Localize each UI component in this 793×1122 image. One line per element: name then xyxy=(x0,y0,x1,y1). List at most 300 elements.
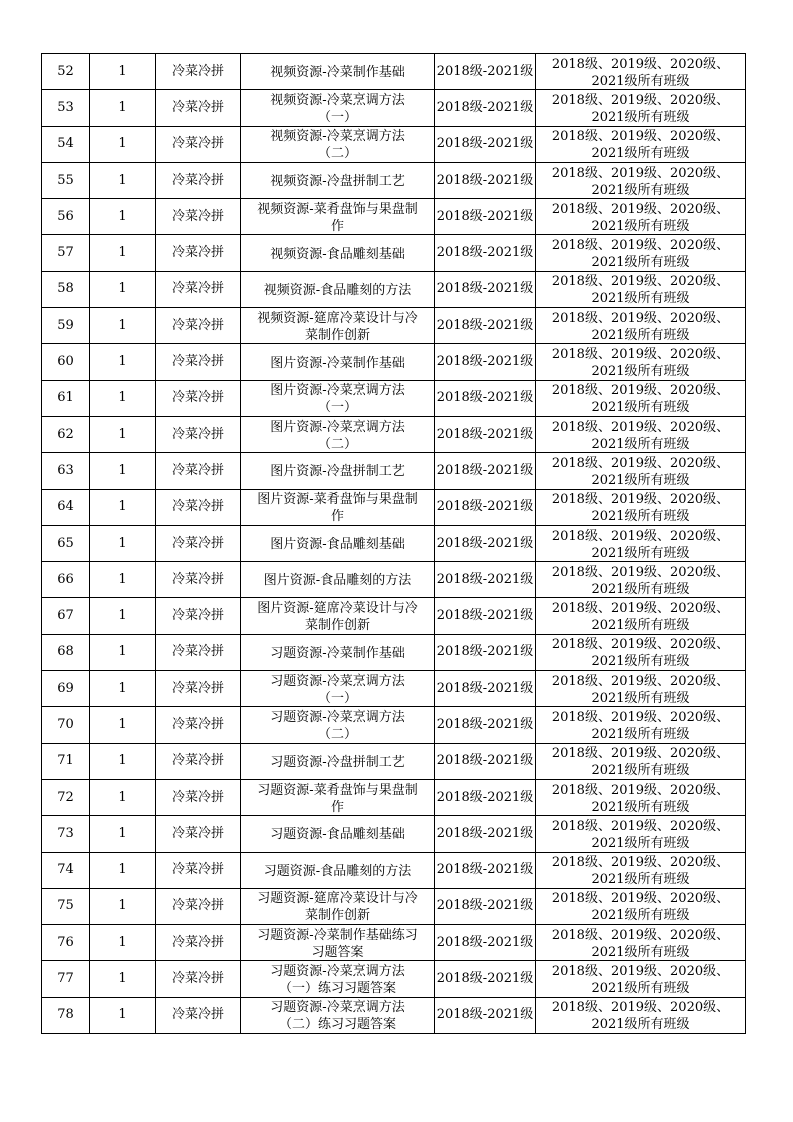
target-classes-cell xyxy=(536,925,746,961)
course-name-cell: 冷菜冷拼 xyxy=(156,199,241,235)
resource-name-cell xyxy=(241,90,435,126)
target-classes-line: 2021级所有班级 xyxy=(591,1017,690,1033)
resource-name-text xyxy=(252,826,424,843)
target-classes-line: 2018级、2019级、2020级、 xyxy=(551,56,730,72)
row-number-cell: 63 xyxy=(42,453,90,489)
row-number-cell: 59 xyxy=(42,308,90,344)
grade-range-cell: 2018级-2021级 xyxy=(435,707,536,743)
table-row xyxy=(42,344,746,380)
table-row xyxy=(42,925,746,961)
row-number-cell: 68 xyxy=(42,634,90,670)
resource-name-text xyxy=(252,128,424,162)
resource-name-line: 视频资源-冷菜烹调方法 xyxy=(270,129,405,145)
target-classes-line: 2021级所有班级 xyxy=(591,182,690,198)
row-number-cell: 61 xyxy=(42,380,90,416)
course-name-cell: 冷菜冷拼 xyxy=(156,888,241,924)
target-classes-cell xyxy=(536,852,746,888)
table-row xyxy=(42,961,746,997)
quantity-cell: 1 xyxy=(90,126,156,162)
resource-name-cell xyxy=(241,271,435,307)
resource-name-line: 图片资源-冷菜烹调方法 xyxy=(270,419,405,435)
target-classes-text xyxy=(546,854,736,888)
target-classes-cell xyxy=(536,743,746,779)
resource-name-line: 习题资源-食品雕刻的方法 xyxy=(263,863,412,879)
target-classes-line: 2021级所有班级 xyxy=(591,291,690,307)
quantity-cell: 1 xyxy=(90,779,156,815)
row-number-cell: 57 xyxy=(42,235,90,271)
target-classes-line: 2021级所有班级 xyxy=(591,545,690,561)
resource-name-line: 菜制作创新 xyxy=(304,908,370,924)
target-classes-line: 2018级、2019级、2020级、 xyxy=(551,419,730,435)
resource-name-text xyxy=(252,673,424,707)
quantity-cell: 1 xyxy=(90,271,156,307)
resource-name-line: 作 xyxy=(330,509,344,525)
resource-name-line: 习题资源-冷菜烹调方法 xyxy=(270,709,405,725)
resource-name-line: （一） xyxy=(317,109,357,125)
resource-name-line: 视频资源-菜肴盘饰与果盘制 xyxy=(257,201,418,217)
resource-name-line: 习题资源-菜肴盘饰与果盘制 xyxy=(257,782,418,798)
grade-range-cell: 2018级-2021级 xyxy=(435,489,536,525)
course-name-cell: 冷菜冷拼 xyxy=(156,235,241,271)
target-classes-line: 2018级、2019级、2020级、 xyxy=(551,709,730,725)
row-number-cell: 54 xyxy=(42,126,90,162)
resource-name-line: 视频资源-冷盘拼制工艺 xyxy=(270,174,405,190)
target-classes-text xyxy=(546,636,736,670)
row-number-cell: 76 xyxy=(42,925,90,961)
course-name-cell: 冷菜冷拼 xyxy=(156,308,241,344)
target-classes-cell xyxy=(536,598,746,634)
quantity-cell: 1 xyxy=(90,888,156,924)
resource-name-line: （二） xyxy=(317,146,357,162)
resource-name-cell xyxy=(241,562,435,598)
table-row xyxy=(42,489,746,525)
target-classes-line: 2018级、2019级、2020级、 xyxy=(551,855,730,871)
quantity-cell: 1 xyxy=(90,380,156,416)
target-classes-line: 2021级所有班级 xyxy=(591,109,690,125)
target-classes-line: 2018级、2019级、2020级、 xyxy=(551,927,730,943)
target-classes-line: 2021级所有班级 xyxy=(591,654,690,670)
target-classes-line: 2018级、2019级、2020级、 xyxy=(551,673,730,689)
target-classes-cell xyxy=(536,54,746,90)
resource-name-line: （一） xyxy=(317,400,357,416)
table-row xyxy=(42,308,746,344)
target-classes-cell xyxy=(536,162,746,198)
resource-name-text xyxy=(252,310,424,344)
table-row xyxy=(42,54,746,90)
table-row xyxy=(42,235,746,271)
resource-name-cell xyxy=(241,54,435,90)
target-classes-line: 2021级所有班级 xyxy=(591,472,690,488)
resource-name-line: 视频资源-筵席冷菜设计与冷 xyxy=(257,310,418,326)
resource-name-text xyxy=(252,863,424,880)
course-name-cell: 冷菜冷拼 xyxy=(156,54,241,90)
grade-range-cell: 2018级-2021级 xyxy=(435,743,536,779)
grade-range-cell: 2018级-2021级 xyxy=(435,308,536,344)
resource-name-line: （二）练习习题答案 xyxy=(278,1017,396,1033)
resource-name-text xyxy=(252,645,424,662)
resource-name-line: 图片资源-食品雕刻的方法 xyxy=(263,573,412,589)
target-classes-line: 2018级、2019级、2020级、 xyxy=(551,201,730,217)
grade-range-cell: 2018级-2021级 xyxy=(435,997,536,1033)
target-classes-text xyxy=(546,56,736,90)
resource-name-cell xyxy=(241,598,435,634)
target-classes-text xyxy=(546,201,736,235)
course-name-cell: 冷菜冷拼 xyxy=(156,634,241,670)
target-classes-cell xyxy=(536,344,746,380)
resource-name-line: 视频资源-食品雕刻的方法 xyxy=(263,282,412,298)
target-classes-line: 2018级、2019级、2020级、 xyxy=(551,637,730,653)
resource-name-cell xyxy=(241,888,435,924)
target-classes-line: 2021级所有班级 xyxy=(591,908,690,924)
course-name-cell: 冷菜冷拼 xyxy=(156,380,241,416)
resource-table xyxy=(41,53,746,1034)
target-classes-line: 2018级、2019级、2020级、 xyxy=(551,601,730,617)
resource-name-cell xyxy=(241,380,435,416)
target-classes-text xyxy=(546,273,736,307)
quantity-cell: 1 xyxy=(90,961,156,997)
quantity-cell: 1 xyxy=(90,816,156,852)
resource-name-text xyxy=(252,491,424,525)
target-classes-cell xyxy=(536,671,746,707)
target-classes-cell xyxy=(536,961,746,997)
grade-range-cell: 2018级-2021级 xyxy=(435,416,536,452)
target-classes-line: 2021级所有班级 xyxy=(591,255,690,271)
resource-name-cell xyxy=(241,779,435,815)
table-row xyxy=(42,743,746,779)
target-classes-cell xyxy=(536,199,746,235)
table-row xyxy=(42,671,746,707)
resource-name-line: 视频资源-冷菜制作基础 xyxy=(270,65,405,81)
target-classes-line: 2018级、2019级、2020级、 xyxy=(551,274,730,290)
quantity-cell: 1 xyxy=(90,453,156,489)
target-classes-text xyxy=(546,528,736,562)
target-classes-line: 2021级所有班级 xyxy=(591,799,690,815)
quantity-cell: 1 xyxy=(90,308,156,344)
target-classes-cell xyxy=(536,562,746,598)
resource-name-cell xyxy=(241,199,435,235)
grade-range-cell: 2018级-2021级 xyxy=(435,816,536,852)
table-row xyxy=(42,416,746,452)
grade-range-cell: 2018级-2021级 xyxy=(435,235,536,271)
row-number-cell: 56 xyxy=(42,199,90,235)
resource-name-text xyxy=(252,246,424,263)
resource-name-line: （二） xyxy=(317,436,357,452)
target-classes-line: 2021级所有班级 xyxy=(591,726,690,742)
target-classes-cell xyxy=(536,453,746,489)
row-number-cell: 58 xyxy=(42,271,90,307)
target-classes-text xyxy=(546,455,736,489)
course-name-cell: 冷菜冷拼 xyxy=(156,90,241,126)
resource-name-line: （一） xyxy=(317,690,357,706)
target-classes-cell xyxy=(536,416,746,452)
target-classes-text xyxy=(546,818,736,852)
target-classes-text xyxy=(546,419,736,453)
row-number-cell: 66 xyxy=(42,562,90,598)
resource-name-line: 图片资源-菜肴盘饰与果盘制 xyxy=(257,492,418,508)
target-classes-line: 2021级所有班级 xyxy=(591,763,690,779)
resource-name-cell xyxy=(241,997,435,1033)
table-row xyxy=(42,162,746,198)
row-number-cell: 60 xyxy=(42,344,90,380)
target-classes-line: 2021级所有班级 xyxy=(591,509,690,525)
resource-name-text xyxy=(252,463,424,480)
target-classes-line: 2018级、2019级、2020级、 xyxy=(551,528,730,544)
course-name-cell: 冷菜冷拼 xyxy=(156,453,241,489)
table-row xyxy=(42,634,746,670)
grade-range-cell: 2018级-2021级 xyxy=(435,961,536,997)
grade-range-cell: 2018级-2021级 xyxy=(435,126,536,162)
row-number-cell: 75 xyxy=(42,888,90,924)
target-classes-text xyxy=(546,92,736,126)
table-row xyxy=(42,707,746,743)
target-classes-line: 2018级、2019级、2020级、 xyxy=(551,238,730,254)
quantity-cell: 1 xyxy=(90,562,156,598)
grade-range-cell: 2018级-2021级 xyxy=(435,344,536,380)
target-classes-line: 2021级所有班级 xyxy=(591,436,690,452)
resource-name-line: 菜制作创新 xyxy=(304,618,370,634)
resource-name-line: 图片资源-冷菜制作基础 xyxy=(270,355,405,371)
target-classes-cell xyxy=(536,888,746,924)
resource-name-cell xyxy=(241,416,435,452)
quantity-cell: 1 xyxy=(90,416,156,452)
target-classes-text xyxy=(546,673,736,707)
target-classes-line: 2021级所有班级 xyxy=(591,146,690,162)
resource-name-cell xyxy=(241,489,435,525)
quantity-cell: 1 xyxy=(90,489,156,525)
grade-range-cell: 2018级-2021级 xyxy=(435,634,536,670)
course-name-cell: 冷菜冷拼 xyxy=(156,489,241,525)
resource-name-line: 图片资源-食品雕刻基础 xyxy=(270,537,405,552)
resource-name-cell xyxy=(241,235,435,271)
resource-name-text xyxy=(252,173,424,190)
target-classes-text xyxy=(546,963,736,997)
target-classes-text xyxy=(546,237,736,271)
target-classes-line: 2021级所有班级 xyxy=(591,364,690,380)
course-name-cell: 冷菜冷拼 xyxy=(156,779,241,815)
table-row xyxy=(42,126,746,162)
course-name-cell: 冷菜冷拼 xyxy=(156,852,241,888)
row-number-cell: 71 xyxy=(42,743,90,779)
row-number-cell: 73 xyxy=(42,816,90,852)
resource-name-line: （二） xyxy=(317,726,357,742)
target-classes-cell xyxy=(536,779,746,815)
resource-name-cell xyxy=(241,162,435,198)
resource-name-line: 习题答案 xyxy=(311,944,364,960)
course-name-cell: 冷菜冷拼 xyxy=(156,671,241,707)
table-row xyxy=(42,598,746,634)
target-classes-text xyxy=(546,890,736,924)
target-classes-line: 2018级、2019级、2020级、 xyxy=(551,455,730,471)
target-classes-line: 2018级、2019级、2020级、 xyxy=(551,818,730,834)
resource-name-text xyxy=(252,709,424,743)
target-classes-text xyxy=(546,128,736,162)
table-row xyxy=(42,888,746,924)
grade-range-cell: 2018级-2021级 xyxy=(435,162,536,198)
target-classes-text xyxy=(546,310,736,344)
resource-name-cell xyxy=(241,308,435,344)
target-classes-cell xyxy=(536,525,746,561)
resource-name-text xyxy=(252,754,424,771)
grade-range-cell: 2018级-2021级 xyxy=(435,779,536,815)
course-name-cell: 冷菜冷拼 xyxy=(156,816,241,852)
resource-table-body xyxy=(42,54,746,1034)
target-classes-line: 2018级、2019级、2020级、 xyxy=(551,564,730,580)
resource-name-line: 作 xyxy=(330,799,344,815)
target-classes-cell xyxy=(536,126,746,162)
target-classes-cell xyxy=(536,90,746,126)
target-classes-text xyxy=(546,600,736,634)
target-classes-line: 2018级、2019级、2020级、 xyxy=(551,165,730,181)
grade-range-cell: 2018级-2021级 xyxy=(435,598,536,634)
quantity-cell: 1 xyxy=(90,344,156,380)
course-name-cell: 冷菜冷拼 xyxy=(156,562,241,598)
target-classes-line: 2018级、2019级、2020级、 xyxy=(551,92,730,108)
resource-name-line: 图片资源-筵席冷菜设计与冷 xyxy=(257,601,418,617)
target-classes-line: 2021级所有班级 xyxy=(591,73,690,89)
grade-range-cell: 2018级-2021级 xyxy=(435,925,536,961)
resource-name-text xyxy=(252,572,424,589)
resource-name-cell xyxy=(241,525,435,561)
course-name-cell: 冷菜冷拼 xyxy=(156,344,241,380)
target-classes-text xyxy=(546,745,736,779)
resource-name-cell xyxy=(241,453,435,489)
target-classes-cell xyxy=(536,235,746,271)
quantity-cell: 1 xyxy=(90,743,156,779)
quantity-cell: 1 xyxy=(90,199,156,235)
quantity-cell: 1 xyxy=(90,707,156,743)
target-classes-text xyxy=(546,165,736,199)
target-classes-line: 2021级所有班级 xyxy=(591,581,690,597)
resource-name-text xyxy=(252,600,424,634)
target-classes-line: 2018级、2019级、2020级、 xyxy=(551,383,730,399)
row-number-cell: 62 xyxy=(42,416,90,452)
grade-range-cell: 2018级-2021级 xyxy=(435,671,536,707)
course-name-cell: 冷菜冷拼 xyxy=(156,925,241,961)
target-classes-cell xyxy=(536,308,746,344)
resource-name-line: 视频资源-冷菜烹调方法 xyxy=(270,92,405,108)
target-classes-line: 2021级所有班级 xyxy=(591,944,690,960)
resource-name-line: 习题资源-冷菜烹调方法 xyxy=(270,1000,405,1016)
target-classes-line: 2018级、2019级、2020级、 xyxy=(551,964,730,980)
quantity-cell: 1 xyxy=(90,235,156,271)
row-number-cell: 52 xyxy=(42,54,90,90)
resource-name-text xyxy=(252,963,424,997)
table-row xyxy=(42,562,746,598)
resource-name-line: 图片资源-冷菜烹调方法 xyxy=(270,383,405,399)
row-number-cell: 70 xyxy=(42,707,90,743)
row-number-cell: 69 xyxy=(42,671,90,707)
quantity-cell: 1 xyxy=(90,525,156,561)
target-classes-cell xyxy=(536,380,746,416)
target-classes-cell xyxy=(536,271,746,307)
row-number-cell: 77 xyxy=(42,961,90,997)
grade-range-cell: 2018级-2021级 xyxy=(435,453,536,489)
grade-range-cell: 2018级-2021级 xyxy=(435,54,536,90)
target-classes-cell xyxy=(536,707,746,743)
resource-name-line: 习题资源-冷菜制作基础 xyxy=(270,645,405,661)
course-name-cell: 冷菜冷拼 xyxy=(156,707,241,743)
table-row xyxy=(42,271,746,307)
resource-name-line: 作 xyxy=(330,218,344,234)
target-classes-line: 2018级、2019级、2020级、 xyxy=(551,891,730,907)
table-row xyxy=(42,816,746,852)
target-classes-line: 2021级所有班级 xyxy=(591,981,690,997)
row-number-cell: 53 xyxy=(42,90,90,126)
target-classes-line: 2018级、2019级、2020级、 xyxy=(551,310,730,326)
resource-name-cell xyxy=(241,961,435,997)
target-classes-text xyxy=(546,346,736,380)
target-classes-line: 2018级、2019级、2020级、 xyxy=(551,746,730,762)
quantity-cell: 1 xyxy=(90,997,156,1033)
target-classes-text xyxy=(546,382,736,416)
resource-name-cell xyxy=(241,344,435,380)
resource-name-cell xyxy=(241,852,435,888)
grade-range-cell: 2018级-2021级 xyxy=(435,380,536,416)
quantity-cell: 1 xyxy=(90,852,156,888)
resource-name-line: 习题资源-冷菜制作基础练习 xyxy=(257,927,418,943)
table-row xyxy=(42,380,746,416)
target-classes-text xyxy=(546,564,736,598)
resource-name-line: 习题资源-冷菜烹调方法 xyxy=(270,673,405,689)
target-classes-cell xyxy=(536,997,746,1033)
target-classes-line: 2018级、2019级、2020级、 xyxy=(551,347,730,363)
table-row xyxy=(42,525,746,561)
resource-name-cell xyxy=(241,743,435,779)
resource-name-text xyxy=(252,999,424,1033)
target-classes-line: 2018级、2019级、2020级、 xyxy=(551,129,730,145)
course-name-cell: 冷菜冷拼 xyxy=(156,271,241,307)
quantity-cell: 1 xyxy=(90,634,156,670)
table-row xyxy=(42,90,746,126)
resource-name-text xyxy=(252,92,424,126)
quantity-cell: 1 xyxy=(90,598,156,634)
resource-name-line: 习题资源-冷盘拼制工艺 xyxy=(270,754,405,770)
quantity-cell: 1 xyxy=(90,54,156,90)
table-row xyxy=(42,779,746,815)
table-row xyxy=(42,852,746,888)
resource-name-line: 习题资源-筵席冷菜设计与冷 xyxy=(257,891,418,907)
resource-name-line: 图片资源-冷盘拼制工艺 xyxy=(270,464,405,480)
resource-name-text xyxy=(252,890,424,924)
resource-name-text xyxy=(252,927,424,961)
target-classes-line: 2021级所有班级 xyxy=(591,835,690,851)
resource-name-line: 菜制作创新 xyxy=(304,327,370,343)
target-classes-line: 2021级所有班级 xyxy=(591,618,690,634)
row-number-cell: 74 xyxy=(42,852,90,888)
target-classes-line: 2021级所有班级 xyxy=(591,690,690,706)
resource-name-cell xyxy=(241,707,435,743)
course-name-cell: 冷菜冷拼 xyxy=(156,598,241,634)
row-number-cell: 55 xyxy=(42,162,90,198)
target-classes-line: 2021级所有班级 xyxy=(591,218,690,234)
target-classes-text xyxy=(546,999,736,1033)
target-classes-line: 2018级、2019级、2020级、 xyxy=(551,1000,730,1016)
resource-table-page xyxy=(41,53,746,1034)
target-classes-text xyxy=(546,491,736,525)
table-row xyxy=(42,453,746,489)
row-number-cell: 72 xyxy=(42,779,90,815)
target-classes-line: 2021级所有班级 xyxy=(591,327,690,343)
resource-name-text xyxy=(252,782,424,816)
target-classes-line: 2021级所有班级 xyxy=(591,872,690,888)
target-classes-cell xyxy=(536,634,746,670)
target-classes-line: 2018级、2019级、2020级、 xyxy=(551,492,730,508)
target-classes-line: 2021级所有班级 xyxy=(591,400,690,416)
grade-range-cell: 2018级-2021级 xyxy=(435,852,536,888)
resource-name-text xyxy=(252,355,424,372)
quantity-cell: 1 xyxy=(90,162,156,198)
quantity-cell: 1 xyxy=(90,671,156,707)
